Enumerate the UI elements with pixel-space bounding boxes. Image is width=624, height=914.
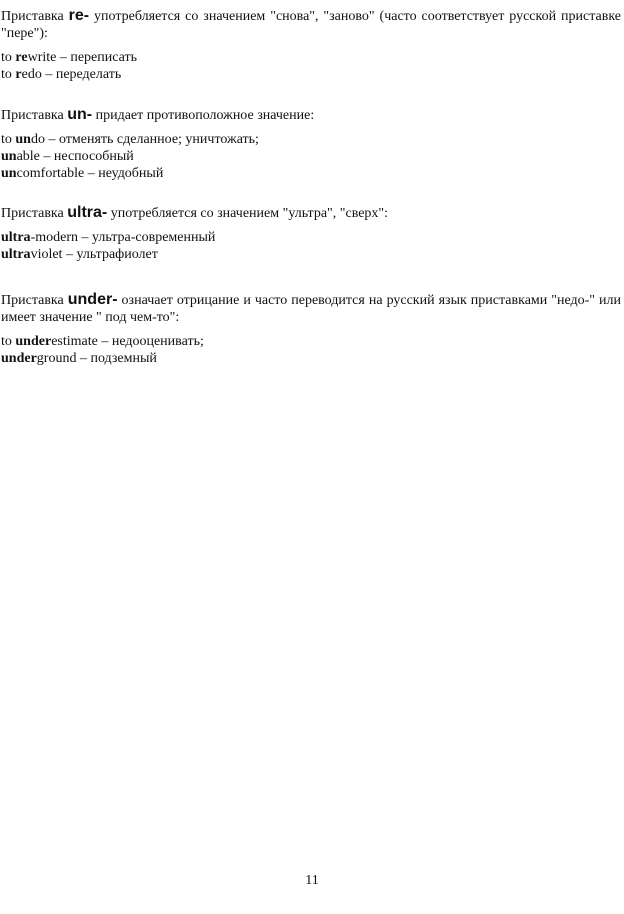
example-line [1, 350, 621, 367]
examples-list [1, 229, 621, 263]
section-intro [1, 7, 621, 42]
example-rest: write – переписать [27, 50, 137, 65]
example-lead: to [1, 50, 16, 65]
example-prefix-part: r [15, 67, 22, 82]
example-prefix-part: ultra [1, 230, 31, 245]
examples-list [1, 49, 621, 83]
example-lead: to [1, 334, 16, 349]
example-rest: comfortable – неудобный [16, 166, 164, 181]
prefix-term: ultra- [67, 204, 108, 221]
example-line [1, 229, 621, 246]
examples-list [1, 131, 621, 182]
example-line [1, 66, 621, 83]
section-intro [1, 291, 621, 326]
section-prefix-ultra [1, 204, 621, 263]
prefix-term: un- [67, 106, 93, 123]
example-prefix-part: under [15, 334, 52, 349]
example-rest: violet – ультрафиолет [30, 247, 158, 262]
page-number: 11 [305, 873, 319, 888]
intro-text-before: Приставка [1, 293, 68, 308]
intro-text-before: Приставка [1, 108, 68, 123]
intro-text-after: употребляется со значением "ультра", "сверх": [107, 206, 389, 221]
section-intro [1, 204, 621, 222]
example-rest: -modern – ультра-современный [30, 230, 216, 245]
intro-text-after: означает отрицание и часто переводится на русский язык приставками "недо-" или имеет значение " под чем-то": [1, 293, 621, 325]
example-line [1, 131, 621, 148]
section-intro [1, 106, 621, 124]
example-rest: do – отменять сделанное; уничтожать; [30, 132, 259, 147]
example-prefix-part: un [1, 166, 17, 181]
example-line [1, 333, 621, 350]
section-prefix-under [1, 291, 621, 367]
example-line [1, 49, 621, 66]
example-prefix-part: under [1, 351, 37, 366]
prefix-term: under- [67, 291, 118, 308]
example-rest: ground – подземный [36, 351, 157, 366]
example-prefix-part: un [1, 149, 17, 164]
intro-text-before: Приставка [1, 206, 68, 221]
example-rest: edo – переделать [21, 67, 122, 82]
section-prefix-un [1, 106, 621, 182]
example-rest: estimate – недооценивать; [51, 334, 204, 349]
example-line [1, 246, 621, 263]
example-lead: to [1, 132, 16, 147]
example-prefix-part: ultra [1, 247, 31, 262]
example-line [1, 165, 621, 182]
example-lead: to [1, 67, 16, 82]
intro-text-before: Приставка [1, 9, 69, 24]
section-prefix-re [1, 7, 621, 83]
example-line [1, 148, 621, 165]
prefix-term: re- [68, 7, 90, 24]
examples-list [1, 333, 621, 367]
intro-text-after: употребляется со значением "снова", "заново" (часто соответствует русской приставке "пере"): [1, 9, 622, 41]
example-rest: able – неспособный [16, 149, 134, 164]
example-prefix-part: re [15, 50, 28, 65]
intro-text-after: придает противоположное значение: [92, 108, 315, 123]
example-prefix-part: un [15, 132, 31, 147]
